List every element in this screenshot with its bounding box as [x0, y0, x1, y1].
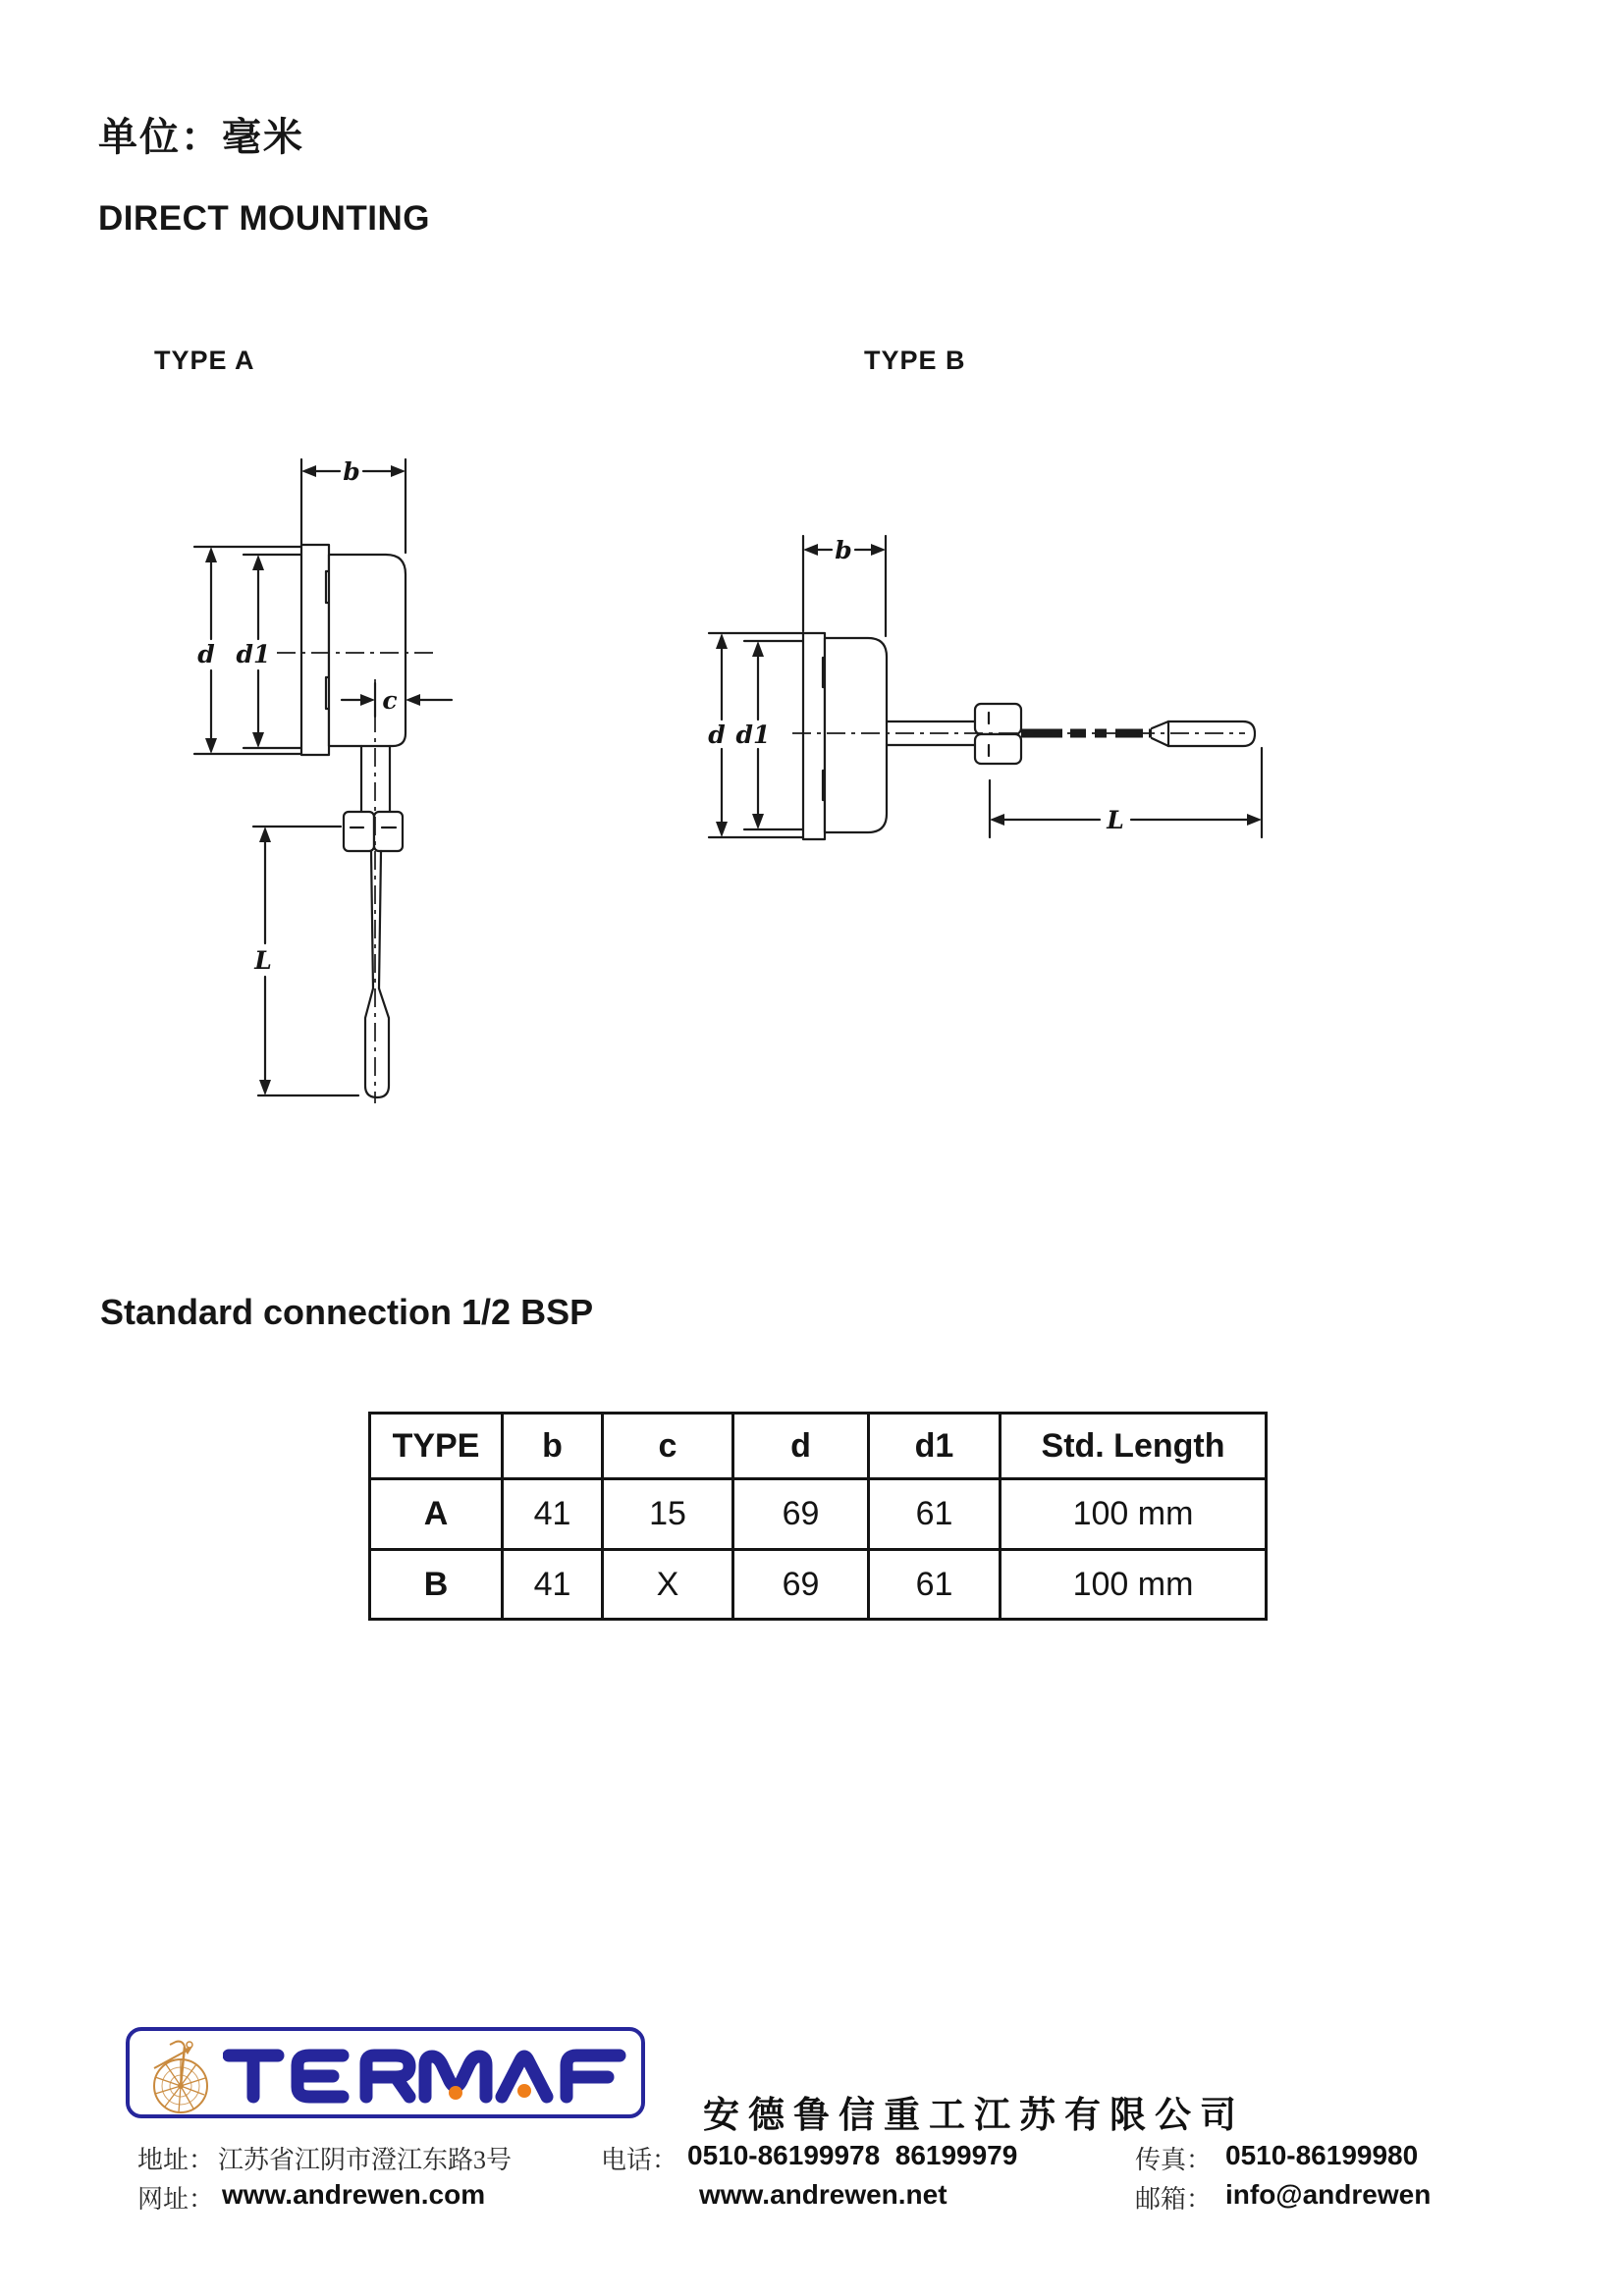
- address-label: 地址：: [137, 2146, 215, 2174]
- connection-heading: Standard connection 1/2 BSP: [100, 1292, 594, 1332]
- website-value[interactable]: www.andrewen.com: [222, 2179, 486, 2210]
- dim-label-d: d: [708, 721, 726, 749]
- footer-row-2: [0, 2179, 1624, 2214]
- cell-std-length: 100 mm: [1001, 1550, 1267, 1620]
- termaf-logo: [126, 2027, 645, 2118]
- header-c: c: [603, 1414, 733, 1479]
- cell-type: B: [370, 1550, 503, 1620]
- type-a-stem-and-nut: [344, 746, 403, 851]
- email-value: info@andrewen: [1225, 2179, 1432, 2210]
- termaf-wordmark: [223, 2046, 635, 2107]
- cell-c: 15: [603, 1479, 733, 1550]
- cell-b: 41: [503, 1479, 603, 1550]
- cell-d1: 61: [869, 1479, 1001, 1550]
- spec-table: [368, 1412, 1268, 1621]
- header-b: b: [503, 1414, 603, 1479]
- dim-label-d: d: [197, 640, 215, 668]
- type-a-gauge-body: [301, 545, 406, 755]
- cell-c: X: [603, 1550, 733, 1620]
- cell-b: 41: [503, 1550, 603, 1620]
- header-type: TYPE: [370, 1414, 503, 1479]
- email-label: 邮箱：: [1135, 2185, 1213, 2214]
- table-row-a: [370, 1479, 1267, 1550]
- dim-label-d1: d1: [735, 721, 771, 749]
- dim-label-c: c: [382, 686, 398, 715]
- dim-label-L: L: [254, 946, 272, 975]
- cell-d1: 61: [869, 1550, 1001, 1620]
- website2-value[interactable]: www.andrewen.net: [699, 2179, 947, 2210]
- dim-label-L: L: [1107, 806, 1124, 834]
- dim-label-b: b: [835, 536, 852, 564]
- cell-d: 69: [733, 1550, 869, 1620]
- company-name: 安德鲁信重工江苏有限公司: [703, 2095, 1245, 2135]
- type-a-drawing: [128, 422, 511, 1119]
- section-title: DIRECT MOUNTING: [98, 199, 431, 238]
- dim-label-b: b: [343, 457, 360, 486]
- website-label: 网址：: [137, 2185, 215, 2214]
- type-b-dimension-L: [990, 748, 1262, 837]
- dim-label-d1: d1: [236, 640, 271, 668]
- cell-type: A: [370, 1479, 503, 1550]
- cell-d: 69: [733, 1479, 869, 1550]
- fax-value: 0510-86199980: [1225, 2140, 1419, 2170]
- phone-label: 电话：: [601, 2146, 678, 2174]
- cell-std-length: 100 mm: [1001, 1479, 1267, 1550]
- header-d1: d1: [869, 1414, 1001, 1479]
- type-b-label: TYPE B: [864, 346, 966, 375]
- header-std-length: Std. Length: [1001, 1414, 1267, 1479]
- footer-row-1: [0, 2140, 1624, 2174]
- type-b-gauge-body: [803, 633, 887, 839]
- type-b-drawing: [687, 520, 1286, 883]
- fan-gauge-icon: [141, 2035, 224, 2117]
- type-a-probe: [365, 851, 389, 1097]
- table-row-b: [370, 1550, 1267, 1620]
- type-a-label: TYPE A: [154, 346, 255, 375]
- table-header-row: [370, 1414, 1267, 1479]
- address-value: 江苏省江阴市澄江东路3号: [218, 2146, 513, 2174]
- fax-label: 传真：: [1135, 2146, 1213, 2174]
- unit-label: 单位：毫米: [98, 115, 304, 159]
- header-d: d: [733, 1414, 869, 1479]
- phone-value: 0510-86199978 86199979: [687, 2140, 1018, 2170]
